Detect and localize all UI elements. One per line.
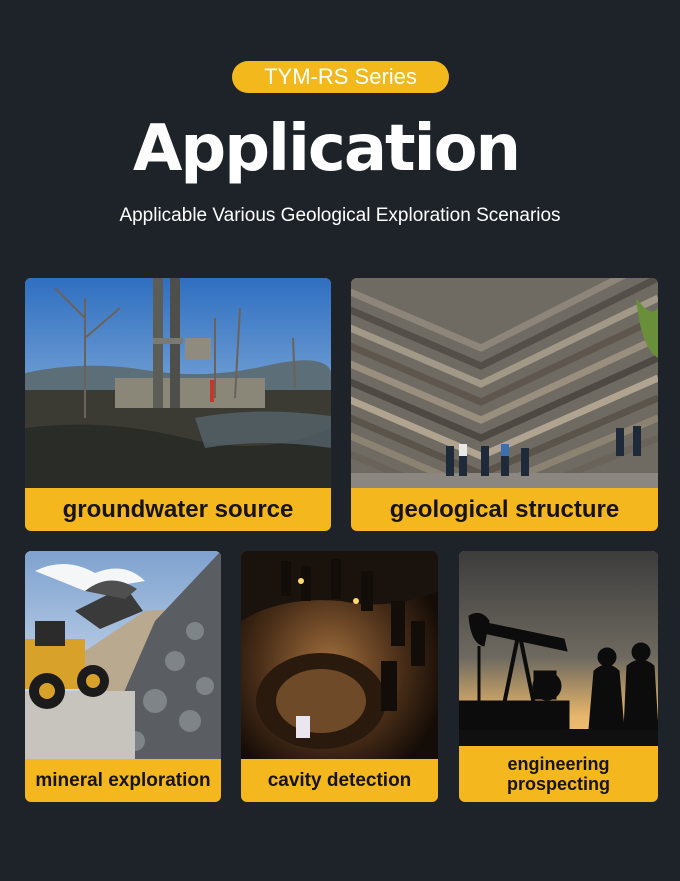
card-cavity-detection (241, 551, 438, 802)
card-label: groundwater source (62, 495, 294, 523)
wheel-loader-photo (25, 551, 221, 759)
drilling-rig-photo (25, 278, 331, 488)
rock-fold-photo (351, 278, 658, 488)
card-geological-structure (351, 278, 658, 531)
card-label: mineral exploration (35, 769, 211, 791)
page-subtitle: Applicable Various Geological Exploration Scenarios (119, 205, 561, 226)
page-title: Application (132, 112, 520, 186)
card-label: cavity detection (267, 769, 412, 791)
cave-photo (241, 551, 438, 759)
card-mineral-exploration (25, 551, 221, 802)
series-badge: TYM-RS Series (232, 61, 449, 93)
card-label: engineering prospecting (506, 754, 610, 794)
card-label: geological structure (389, 495, 620, 523)
card-groundwater-source (25, 278, 331, 531)
oil-pump-photo (459, 551, 658, 746)
card-engineering-prospecting (459, 551, 658, 802)
